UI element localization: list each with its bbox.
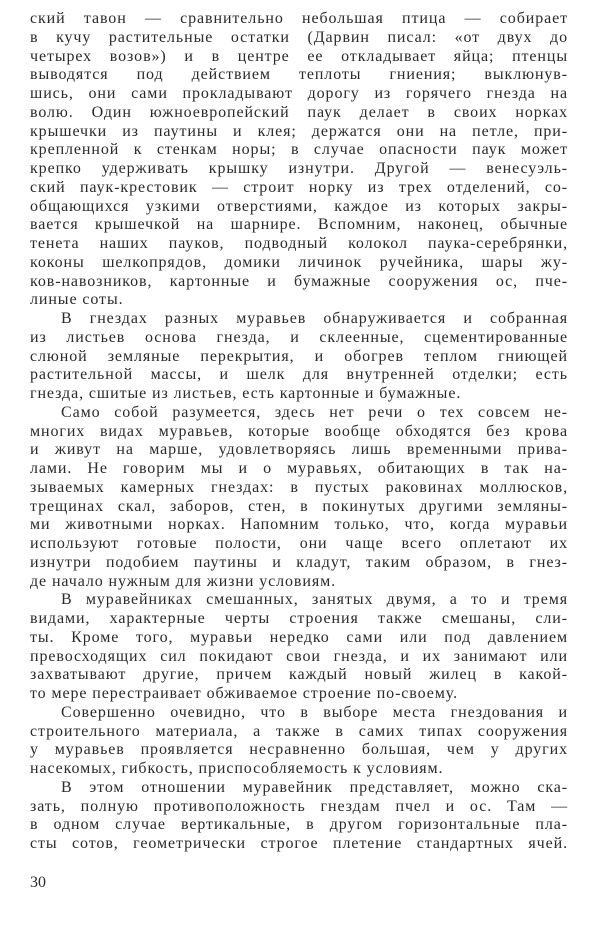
text-line: гнезда, сшитые из листьев, есть картонные и бумажные. [30, 385, 462, 402]
text-line: ты. Кроме того, муравьи нередко сами или под давлением [30, 628, 568, 646]
text-line: используют готовые полости, они чаще всего оплетают их [30, 535, 568, 552]
text-line: то мере перестраивает обживаемое строение по-своему. [30, 685, 458, 702]
text-line: В гнездах разных муравьев обнаруживается и собранная [61, 310, 568, 327]
text-line: общающихся узкими отверстиями, каждое из которых закры- [30, 197, 568, 215]
text-line: линые соты. [30, 291, 124, 309]
text-line: лами. Не говорим мы и о муравьях, обитающих в так на- [30, 460, 568, 477]
text-line: крепленной к стенкам норы; в случае опасности паук может [30, 141, 568, 159]
text-line: видами, характерные черты строения также смешаны, сли- [30, 610, 568, 627]
text-line: вается крышечкой на шарнире. Вспомним, наконец, обычные [30, 216, 568, 234]
text-line: выводятся под действием теплоты гниения; выклюнув- [30, 66, 568, 84]
text-line: ми животными норках. Напомним только, что, когда муравьи [30, 516, 568, 534]
text-line: четырех возов») и в центре ее откладывает яйца; птенцы [30, 47, 568, 65]
text-line: крепко удерживать крышку изнутри. Другой — венесуэль- [30, 160, 568, 177]
text-line: слюной земляные перекрытия, и обогрев теплом гниющей [30, 347, 568, 365]
text-line: шись, они сами прокладывают дорогу из горячего гнезда на [30, 85, 568, 102]
text-line: в кучу растительные остатки (Дарвин писал: «от двух до [30, 28, 568, 46]
text-line: превосходящих сил покидают свои гнезда, и их занимают или [30, 647, 568, 665]
paragraph [30, 704, 568, 779]
paragraph [30, 591, 568, 704]
text-line: Совершенно очевидно, что в выборе места гнездования и [61, 703, 568, 721]
text-line: и живут на марше, удовлетворяясь лишь временными прива- [30, 441, 568, 459]
text-line: В муравейниках смешанных, занятых двумя, а то и тремя [61, 591, 568, 609]
text-line: строительного материала, а также в самих типах сооружения [30, 722, 568, 740]
text-line: волю. Один южноевропейский паук делает в своих норках [30, 103, 568, 121]
text-line: трещинах скал, заборов, стен, в покинутых другими земляны- [30, 497, 568, 515]
text-line: тенета наших пауков, подводный колокол паука-серебрянки, [30, 235, 568, 252]
text-line: сты сотов, геометрически строгое плетение стандартных ячей. [30, 835, 568, 852]
text-line: у муравьев проявляется несравненно большая, чем у других [30, 741, 568, 759]
text-line: де начало нужным для жизни условиям. [30, 572, 337, 590]
text-line: многих видах муравьев, которые вообще обходятся без крова [30, 422, 568, 440]
text-line: изнутри подобием паутины и кладут, таким образом, в гнез- [30, 553, 568, 571]
text-line: Само собой разумеется, здесь нет речи о тех совсем не- [61, 403, 568, 421]
text-line: в одном случае вертикальные, в другом горизонтальные пла- [30, 816, 568, 834]
paragraph [30, 779, 568, 854]
text-line: захватывают другие, причем каждый новый жилец в какой- [30, 666, 568, 684]
text-line: коконы шелкопрядов, домики личинок ручейника, шары жу- [30, 253, 568, 271]
text-line: растительной массы, и шелк для внутренней отделки; есть [30, 366, 568, 384]
text-line: ков-навозников, картонные и бумажные сооружения ос, пче- [30, 272, 568, 290]
text-line: насекомых, гибкость, приспособляемость к условиям. [30, 760, 444, 777]
paragraph [30, 10, 568, 310]
page-number: 30 [30, 874, 46, 891]
paragraph [30, 310, 568, 404]
text-line: ский тавон — сравнительно небольшая птица — собирает [30, 10, 568, 27]
book-page-text [30, 10, 568, 854]
paragraph [30, 404, 568, 592]
text-line: В этом отношении муравейник представляет, можно ска- [61, 778, 568, 796]
text-line: зываемых камерных гнездах: в пустых раковинах моллюсков, [30, 478, 568, 496]
text-line: зать, полную противоположность гнездам пчел и ос. Там — [30, 797, 568, 815]
text-line: крышечки из паутины и клея; держатся они на петле, при- [30, 122, 568, 140]
text-line: ский паук-крестовик — строит норку из трех отделений, со- [30, 178, 568, 196]
text-line: из листьев основа гнезда, и склеенные, сцементированные [30, 328, 568, 346]
